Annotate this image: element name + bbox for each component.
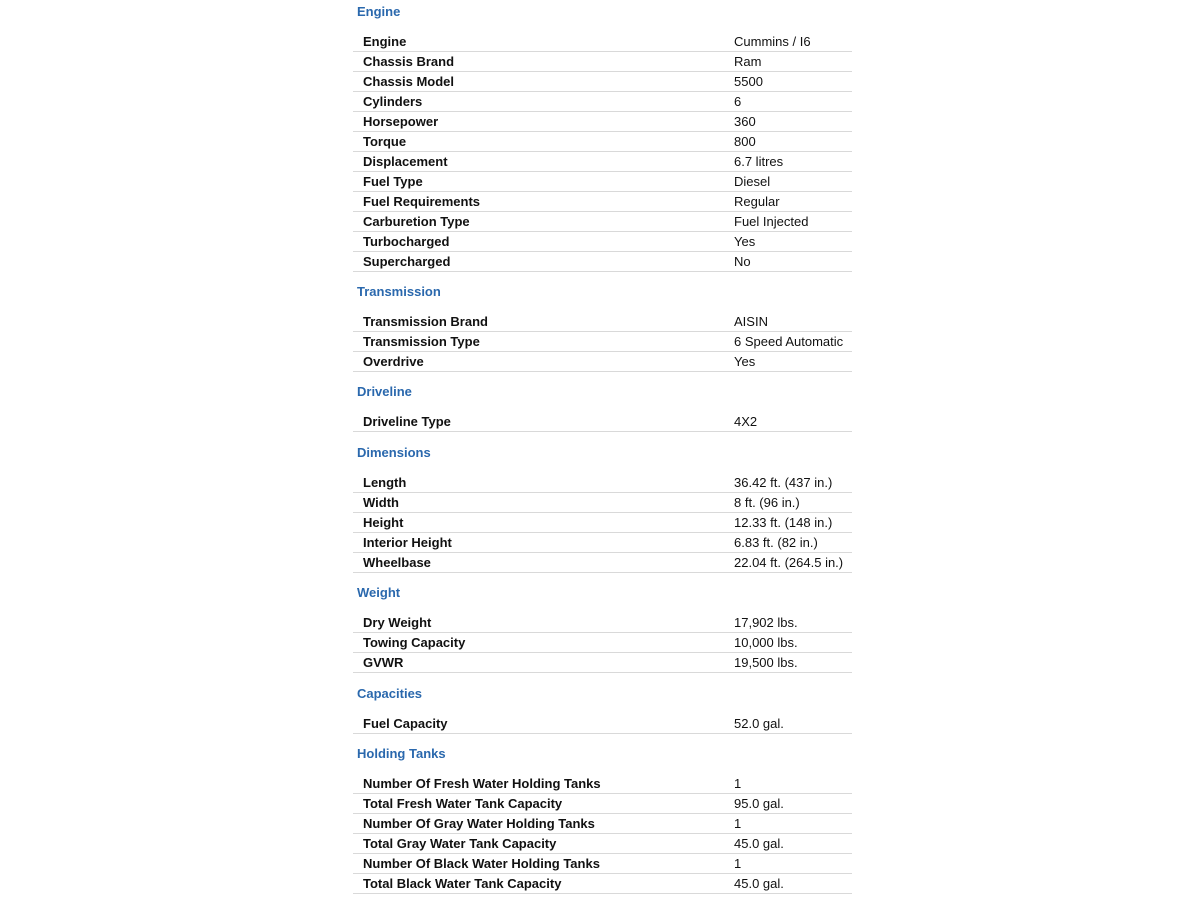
spec-label: Overdrive xyxy=(363,354,424,369)
spec-value: 6.83 ft. (82 in.) xyxy=(734,535,818,550)
spec-row xyxy=(353,132,852,152)
spec-value: 19,500 lbs. xyxy=(734,655,798,670)
spec-value: No xyxy=(734,254,751,269)
spec-row xyxy=(353,252,852,272)
section-heading: Capacities xyxy=(357,686,423,701)
spec-label: Total Gray Water Tank Capacity xyxy=(363,836,557,851)
spec-label: Supercharged xyxy=(363,254,451,269)
spec-value: 22.04 ft. (264.5 in.) xyxy=(734,555,844,570)
spec-section xyxy=(353,445,852,570)
spec-value: 6 xyxy=(734,94,742,109)
spec-row xyxy=(353,52,852,72)
spec-label: Transmission Brand xyxy=(363,314,488,329)
spec-row xyxy=(353,874,852,894)
spec-row xyxy=(353,714,852,734)
spec-label: Carburetion Type xyxy=(363,214,470,229)
spec-row xyxy=(353,774,852,794)
spec-label: Horsepower xyxy=(363,114,439,129)
spec-section xyxy=(353,384,852,429)
spec-row xyxy=(353,72,852,92)
spec-row xyxy=(353,112,852,132)
spec-value: Ram xyxy=(734,54,762,69)
spec-row xyxy=(353,152,852,172)
spec-label: Fuel Requirements xyxy=(363,194,481,209)
spec-value: Regular xyxy=(734,194,780,209)
section-heading: Transmission xyxy=(357,284,441,299)
spec-value: 45.0 gal. xyxy=(734,836,784,851)
spec-label: Chassis Model xyxy=(363,74,455,89)
spec-row xyxy=(353,412,852,432)
spec-label: Length xyxy=(363,475,407,490)
spec-label: Towing Capacity xyxy=(363,635,466,650)
spec-value: 95.0 gal. xyxy=(734,796,784,811)
spec-row xyxy=(353,92,852,112)
spec-value: 5500 xyxy=(734,74,763,89)
spec-row xyxy=(353,553,852,573)
spec-label: Torque xyxy=(363,134,407,149)
spec-value: 10,000 lbs. xyxy=(734,635,798,650)
spec-label: Number Of Gray Water Holding Tanks xyxy=(363,816,595,831)
spec-value: Yes xyxy=(734,234,756,249)
spec-label: Height xyxy=(363,515,404,530)
spec-row xyxy=(353,473,852,493)
spec-label: Dry Weight xyxy=(363,615,432,630)
spec-value: Fuel Injected xyxy=(734,214,809,229)
spec-row xyxy=(353,513,852,533)
spec-label: Fuel Capacity xyxy=(363,716,448,731)
spec-value: 36.42 ft. (437 in.) xyxy=(734,475,833,490)
spec-value: 6 Speed Automatic xyxy=(734,334,844,349)
spec-section xyxy=(353,746,852,891)
spec-label: Engine xyxy=(363,34,407,49)
spec-row xyxy=(353,172,852,192)
spec-row xyxy=(353,613,852,633)
spec-label: Total Fresh Water Tank Capacity xyxy=(363,796,563,811)
spec-value: 800 xyxy=(734,134,756,149)
spec-label: Wheelbase xyxy=(363,555,431,570)
spec-value: 4X2 xyxy=(734,414,758,429)
section-heading: Holding Tanks xyxy=(357,746,446,761)
spec-label: Number Of Black Water Holding Tanks xyxy=(363,856,600,871)
spec-value: 12.33 ft. (148 in.) xyxy=(734,515,833,530)
spec-row xyxy=(353,332,852,352)
spec-label: Fuel Type xyxy=(363,174,423,189)
spec-section xyxy=(353,686,852,731)
spec-value: 45.0 gal. xyxy=(734,876,784,891)
spec-row xyxy=(353,814,852,834)
spec-row xyxy=(353,834,852,854)
spec-label: Total Black Water Tank Capacity xyxy=(363,876,562,891)
spec-label: Transmission Type xyxy=(363,334,480,349)
spec-value: Diesel xyxy=(734,174,771,189)
spec-value: 6.7 litres xyxy=(734,154,784,169)
spec-label: Width xyxy=(363,495,399,510)
spec-label: Interior Height xyxy=(363,535,452,550)
spec-row xyxy=(353,232,852,252)
section-heading: Engine xyxy=(357,4,401,19)
spec-value: AISIN xyxy=(734,314,768,329)
spec-section xyxy=(353,284,852,369)
spec-value: 1 xyxy=(734,776,742,791)
spec-value: 360 xyxy=(734,114,756,129)
spec-section xyxy=(353,4,852,269)
spec-value: Cummins / I6 xyxy=(734,34,811,49)
spec-row xyxy=(353,533,852,553)
spec-value: 1 xyxy=(734,816,742,831)
spec-row xyxy=(353,32,852,52)
section-heading: Dimensions xyxy=(357,445,431,460)
spec-row xyxy=(353,854,852,874)
spec-row xyxy=(353,493,852,513)
spec-value: 1 xyxy=(734,856,742,871)
spec-value: 17,902 lbs. xyxy=(734,615,798,630)
spec-label: Number Of Fresh Water Holding Tanks xyxy=(363,776,601,791)
spec-row xyxy=(353,352,852,372)
spec-value: 8 ft. (96 in.) xyxy=(734,495,800,510)
spec-label: Chassis Brand xyxy=(363,54,455,69)
spec-label: Turbocharged xyxy=(363,234,450,249)
spec-value: 52.0 gal. xyxy=(734,716,784,731)
spec-row xyxy=(353,794,852,814)
section-heading: Driveline xyxy=(357,384,412,399)
spec-row xyxy=(353,312,852,332)
spec-label: GVWR xyxy=(363,655,404,670)
spec-label: Cylinders xyxy=(363,94,423,109)
spec-label: Driveline Type xyxy=(363,414,451,429)
section-heading: Weight xyxy=(357,585,401,600)
spec-row xyxy=(353,192,852,212)
spec-row xyxy=(353,653,852,673)
spec-row xyxy=(353,212,852,232)
spec-section xyxy=(353,585,852,670)
spec-label: Displacement xyxy=(363,154,448,169)
spec-value: Yes xyxy=(734,354,756,369)
spec-row xyxy=(353,633,852,653)
